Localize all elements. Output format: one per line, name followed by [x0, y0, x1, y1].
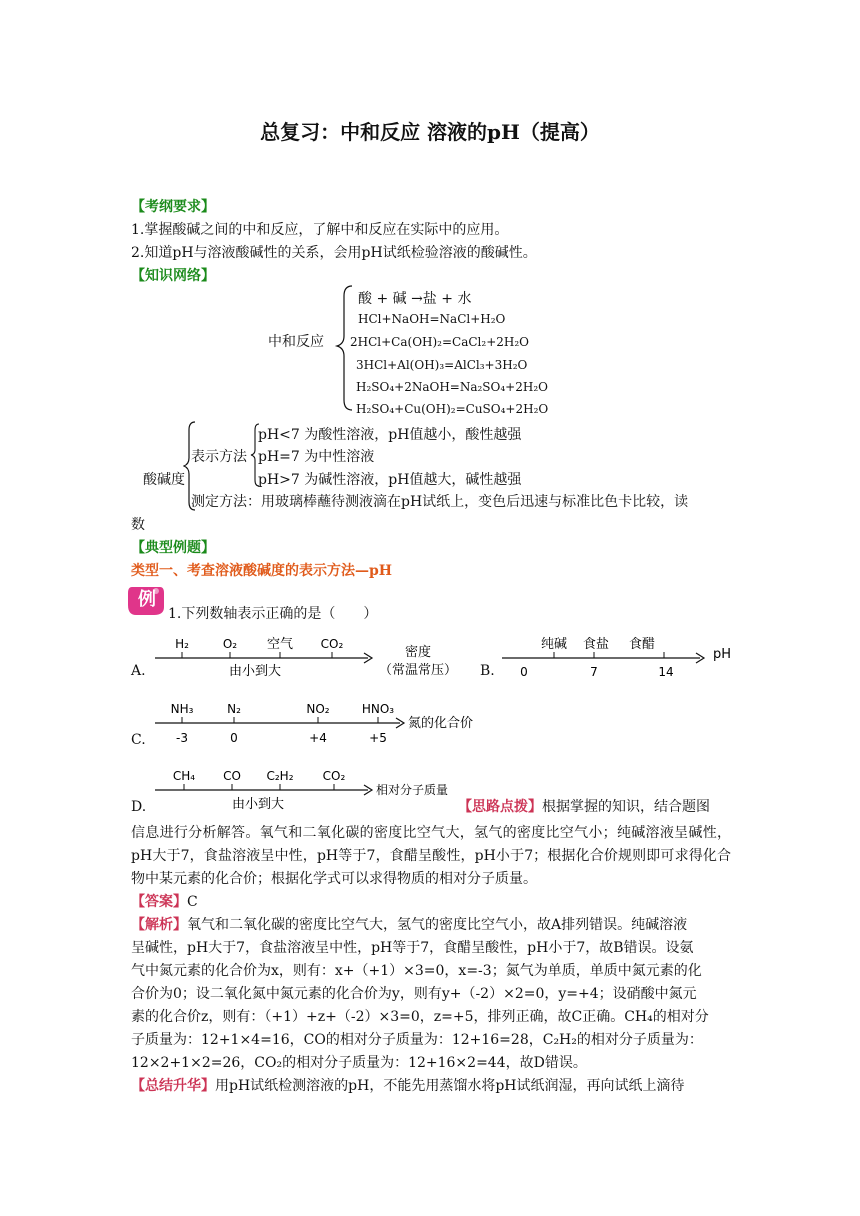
silu-first-text: 根据掌握的知识，结合题图 — [542, 799, 710, 815]
option-c-label-no2: NO₂ — [306, 702, 330, 716]
ph-line-base: pH>7 为碱性溶液，pH值越大，碱性越强 — [258, 472, 522, 488]
option-a-label-o2: O₂ — [222, 637, 238, 651]
answer-label: 【答案】 — [131, 894, 187, 910]
option-b-label-shicu: 食醋 — [628, 637, 656, 652]
question-text: 1.下列数轴表示正确的是（ ） — [168, 606, 378, 622]
zhonghe-label: 中和反应 — [268, 334, 324, 350]
option-c-tick-neg3: -3 — [176, 731, 188, 745]
option-d-label-ch4: CH₄ — [172, 769, 196, 783]
equation-4: H₂SO₄+2NaOH=Na₂SO₄+2H₂O — [356, 380, 548, 394]
option-a-letter: A. — [131, 663, 146, 679]
option-b-tick-0: 0 — [520, 665, 528, 679]
answer-value: C — [187, 894, 198, 910]
option-c-end-label: 氮的化合价 — [408, 716, 474, 731]
jiexi-line-5: 素的化合价z，则有：（+1）+z+（-2）×3=0，z=+5，排列正确，故C正确。CH₄的相对分 — [131, 1009, 709, 1025]
equation-5: H₂SO₄+Cu(OH)₂=CuSO₄+2H₂O — [356, 402, 549, 416]
option-b-label-shiyan: 食盐 — [582, 637, 610, 652]
brace-zhonghe — [334, 284, 356, 414]
biaoshi-label: 表示方法 — [191, 449, 247, 465]
option-c-label-nh3: NH₃ — [170, 702, 194, 716]
option-c-tick-pos4: +4 — [309, 731, 327, 745]
silu-paragraph: 信息进行分析解答。氧气和二氧化碳的密度比空气大，氢气的密度比空气小；纯碱溶液呈碱性，pH大于7，食盐溶液呈中性，pH等于7，食醋呈酸性，pH小于7；根据化合价规则即可求得化合物中某元素的化合价；根据化学式可以求得物质的相对分子质量。 — [131, 825, 731, 887]
jiexi-line-6: 子质量为：12+1×4=16，CO的相对分子质量为：12+16=28，C₂H₂的相对分子质量为： — [131, 1032, 703, 1048]
jiexi-text-1: 氧气和二氧化碳的密度比空气大，氢气的密度比空气小，故A排列错误。纯碱溶液 — [187, 917, 688, 933]
option-d-letter: D. — [131, 799, 147, 815]
jiexi-line-3: 气中氮元素的化合价为x，则有：x+（+1）×3=0，x=-3；氮气为单质，单质中氮元素的化 — [131, 963, 702, 979]
requirement-2: 2.知道pH与溶液酸碱性的关系，会用pH试纸检验溶液的酸碱性。 — [131, 245, 537, 261]
option-a-end-label: 密度 — [404, 645, 432, 660]
option-a-axis — [150, 632, 460, 682]
option-d-end-label: 相对分子质量 — [376, 783, 449, 797]
option-a-end-sub: （常温常压） — [378, 663, 458, 678]
option-a-arrow-text: 由小到大 — [228, 664, 282, 679]
equation-general: 酸 + 碱 →盐 + 水 — [358, 291, 472, 307]
option-c-tick-pos5: +5 — [369, 731, 387, 745]
jiexi-line-4: 合价为0；设二氧化氮中氮元素的化合价为y，则有y+（-2）×2=0，y=+4；设硝酸中氮元 — [131, 986, 697, 1002]
suanjiandu-label: 酸碱度 — [143, 472, 185, 488]
section-dianxing: 【典型例题】 — [131, 540, 215, 556]
silu-first-line — [458, 796, 710, 816]
section-kaogang: 【考纲要求】 — [131, 199, 215, 215]
option-d-arrow-text: 由小到大 — [231, 797, 285, 812]
option-b-axis — [498, 632, 738, 682]
jiexi-label: 【解析】 — [131, 917, 187, 933]
jiexi-line-2: 呈碱性，pH大于7，食盐溶液呈中性，pH等于7，食醋呈酸性，pH小于7，故B错误。设氨 — [131, 940, 694, 956]
ceding-text: 测定方法：用玻璃棒蘸待测液滴在pH试纸上，变色后迅速与标准比色卡比较，读 — [191, 494, 689, 510]
jiexi-line-7: 12×2+1×2=26，CO₂的相对分子质量为：12+16×2=44，故D错误。 — [131, 1055, 587, 1071]
ph-line-acid: pH<7 为酸性溶液，pH值越小，酸性越强 — [258, 427, 522, 443]
ph-line-neutral: pH=7 为中性溶液 — [258, 449, 375, 465]
option-d-label-co2: CO₂ — [322, 769, 346, 783]
option-a-label-co2: CO₂ — [320, 637, 344, 651]
option-b-label-chunjian: 纯碱 — [540, 637, 568, 652]
zongjie-line — [131, 1075, 685, 1095]
option-a-label-h2: H₂ — [175, 637, 189, 651]
requirement-1: 1.掌握酸碱之间的中和反应，了解中和反应在实际中的应用。 — [131, 222, 509, 238]
silu-label: 【思路点拨】 — [458, 799, 542, 815]
option-b-tick-14: 14 — [658, 665, 674, 679]
example-badge-text: 例 — [138, 589, 156, 610]
jiexi-line-1 — [131, 914, 687, 934]
option-c-tick-0: 0 — [230, 731, 238, 745]
equation-3: 3HCl+Al(OH)₃=AlCl₃+3H₂O — [356, 358, 528, 372]
option-c-label-n2: N₂ — [227, 702, 241, 716]
option-b-letter: B. — [480, 663, 495, 679]
option-b-end-label: pH — [712, 647, 732, 662]
type-one-heading: 类型一、考查溶液酸碱度的表示方法—pH — [131, 563, 393, 579]
option-d-axis — [150, 764, 470, 816]
option-c-axis — [150, 697, 510, 749]
option-d-label-c2h2: C₂H₂ — [266, 769, 294, 783]
answer-line — [131, 891, 198, 911]
option-a-label-air: 空气 — [266, 637, 294, 652]
option-b-tick-7: 7 — [590, 665, 598, 679]
ceding-tail: 数 — [131, 517, 145, 533]
zongjie-text: 用pH试纸检测溶液的pH，不能先用蒸馏水将pH试纸润湿，再向试纸上滴待 — [215, 1078, 685, 1094]
equation-1: HCl+NaOH=NaCl+H₂O — [358, 312, 506, 326]
option-d-label-co: CO — [223, 769, 241, 783]
section-zhishi: 【知识网络】 — [131, 268, 215, 284]
option-c-letter: C. — [131, 732, 146, 748]
option-c-label-hno3: HNO₃ — [361, 702, 395, 716]
page-title: 总复习：中和反应 溶液的pH（提高） — [260, 120, 600, 144]
equation-2: 2HCl+Ca(OH)₂=CaCl₂+2H₂O — [350, 335, 530, 349]
zongjie-label: 【总结升华】 — [131, 1078, 215, 1094]
